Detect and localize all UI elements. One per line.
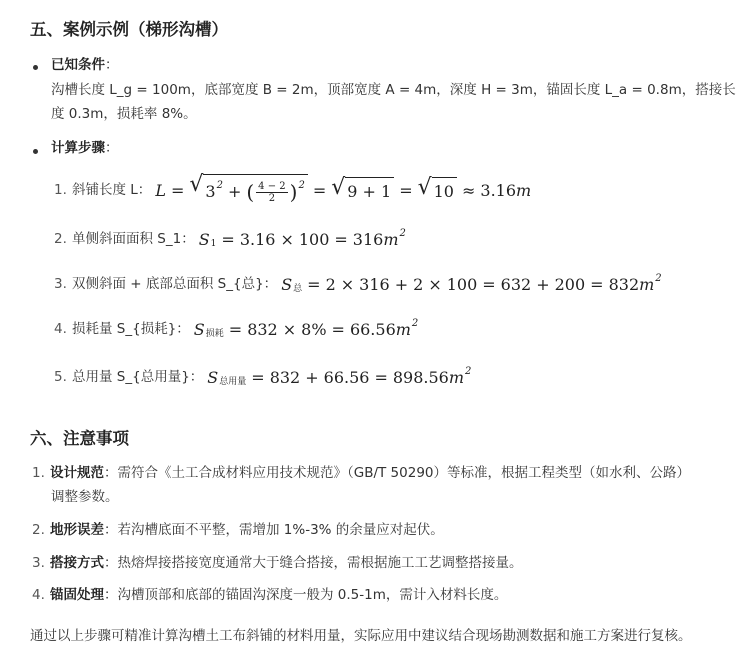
step-2: 2. 单侧斜面面积 S_1： S $_1$ = 3.16 × 100 = 316 m $^2$ [54,227,406,253]
note-item-1-cont: 调整参数。 [51,489,119,505]
section6-heading: 六、注意事项 [30,429,129,448]
sqrt-symbol: √ 3 $^2$ + ( $\frac{4 - 2}{2}$ ) $^2$ [189,174,307,208]
step-5: 5. 总用量 S_{总用量}： S $_{总用量}$ = 832 + 66.56 = 898.56 m $^2$ [54,365,471,391]
known-line2: 度 0.3m，损耗率 8%。 [51,106,197,122]
formula-1: L = √ 3 $^2$ + ( $\frac{4 - 2}{2}$ ) $^2$ = √ 9 + 1 = √ 10 ≈ 3.16 m [155,174,531,208]
note-item-4: 4. 锚固处理：沟槽顶部和底部的锚固沟深度一般为 0.5-1m，需计入材料长度。 [32,587,508,603]
formula-3: S $_总$ = 2 × 316 + 2 × 100 = 632 + 200 = 832 m $^2$ [281,273,662,295]
step-1: 1. 斜铺长度 L： L = √ 3 $^2$ + ( $\frac{4 - 2}{2}$ ) $^2$ = √ 9 + 1 = √ 10 ≈ 3.16 m [54,172,531,210]
summary-paragraph: 通过以上步骤可精准计算沟槽土工布斜铺的材料用量，实际应用中建议结合现场勘测数据和施工方案进行复核。 [30,628,692,644]
steps-label: 计算步骤 [51,140,105,156]
step-4: 4. 损耗量 S_{损耗}： S $_{损耗}$ = 832 × 8% = 66.56 m $^2$ [54,317,418,343]
note-item-1: 1. 设计规范：需符合《土工合成材料应用技术规范》（GB/T 50290）等标准，根据工程类型（如水利、公路） [32,465,691,481]
formula-5: S $_{总用量}$ = 832 + 66.56 = 898.56 m $^2$ [207,366,472,388]
note-item-2: 2. 地形误差：若沟槽底面不平整，需增加 1%-3% 的余量应对起伏。 [32,522,444,538]
bullet-dot [33,65,38,70]
known-line1: 沟槽长度 L_g = 100m，底部宽度 B = 2m，顶部宽度 A = 4m，深度 H = 3m，锚固长度 L_a = 0.8m，搭接长 [51,82,736,98]
step-3: 3. 双侧斜面 + 底部总面积 S_{总}： S $_总$ = 2 × 316 + 2 × 100 = 632 + 200 = 832 m $^2$ [54,272,662,298]
known-conditions: 已知条件： [51,57,119,73]
bullet-dot [33,149,38,154]
steps-heading: 计算步骤： [51,140,119,156]
section5-heading: 五、案例示例（梯形沟槽） [30,20,228,39]
formula-4: S $_{损耗}$ = 832 × 8% = 66.56 m $^2$ [193,318,419,340]
known-label: 已知条件 [51,57,105,73]
formula-2: S $_1$ = 3.16 × 100 = 316 m $^2$ [198,228,406,250]
note-item-3: 3. 搭接方式：热熔焊接搭接宽度通常大于缝合搭接，需根据施工工艺调整搭接量。 [32,555,523,571]
